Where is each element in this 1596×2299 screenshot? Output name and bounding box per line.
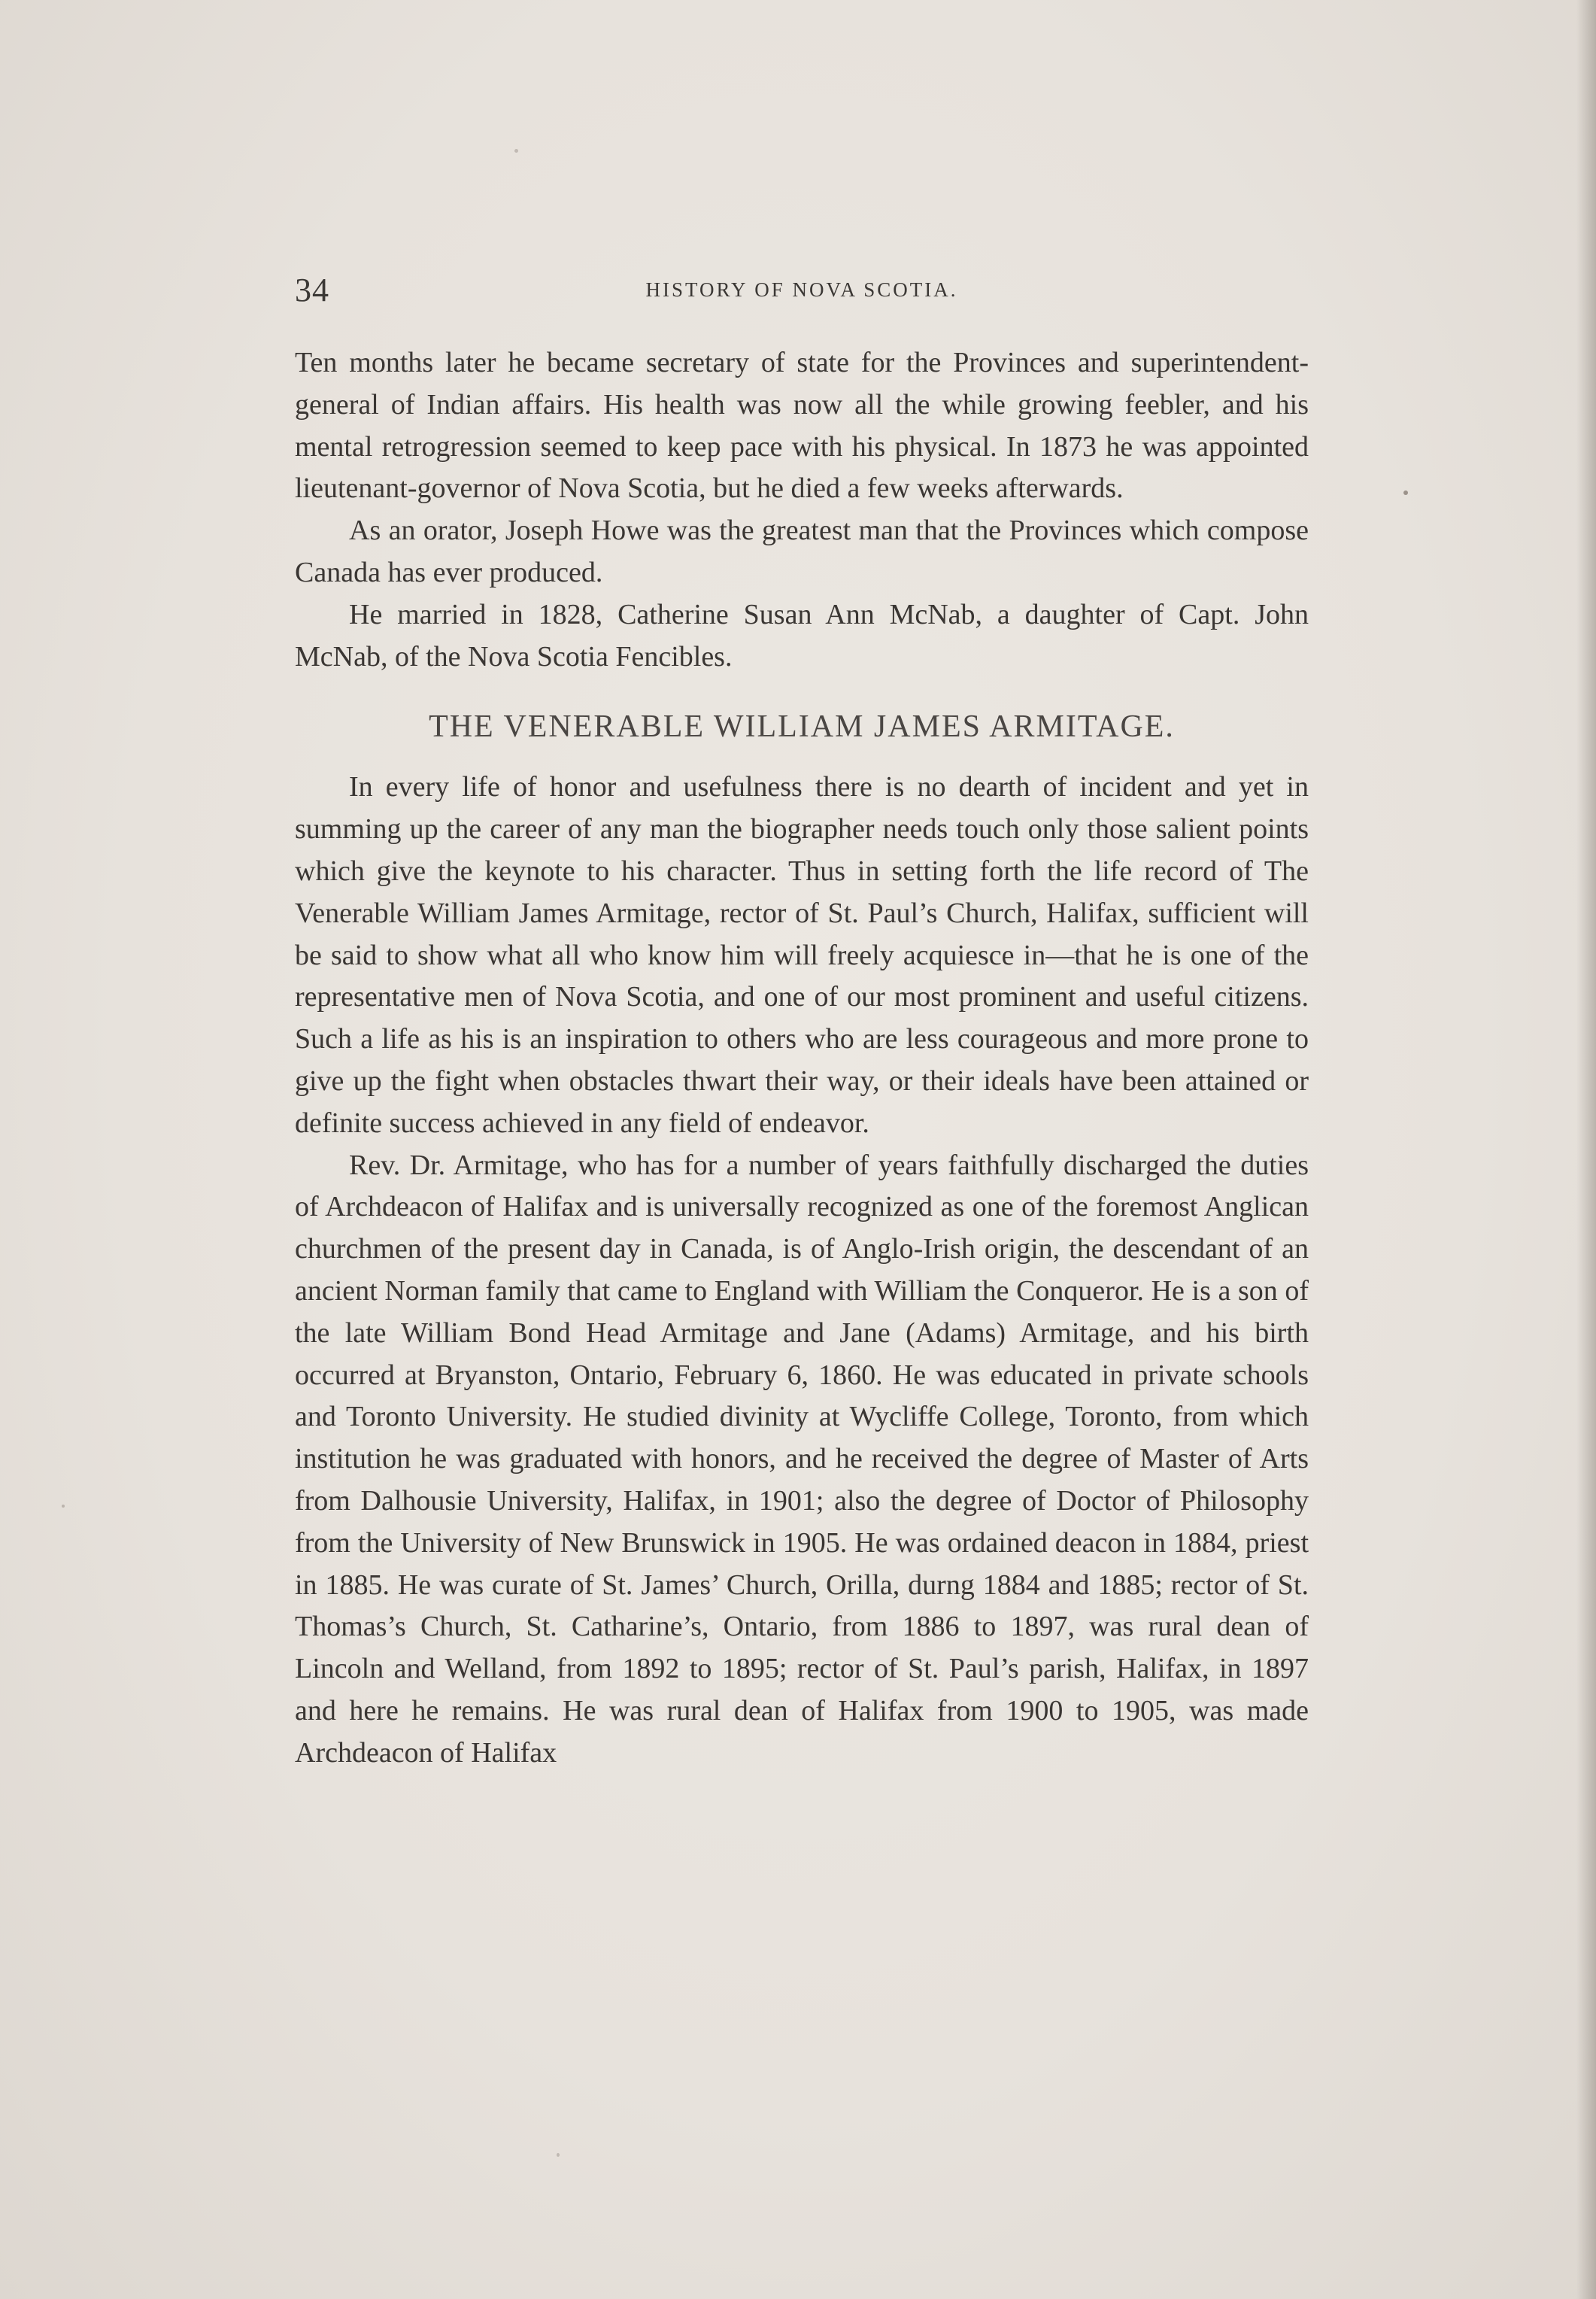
ink-speck (62, 1505, 65, 1508)
section-heading: THE VENERABLE WILLIAM JAMES ARMITAGE. (429, 709, 1175, 745)
body-text (295, 342, 1309, 1775)
paragraph: Ten months later he became secretary of state for the Provinces and superintendent-general of Indian affairs. His health was now all the while growing feebler, and his mental retrogression seemed to keep pace with his physical. In 1873 he was appointed lieutenant-governor of Nova Scotia, but he died a few weeks afterwards. (295, 347, 1309, 505)
running-header (295, 271, 1309, 316)
paragraph: Rev. Dr. Armitage, who has for a number of years faithfully discharged the duties of Archdeacon of Halifax and is universally recognized as one of the foremost Anglican churchmen of the present day in Canada, is of Anglo-Irish origin, the descendant of an ancient Norman family that came to England with William the Conqueror. He is a son of the late William Bond Head Armitage and Jane (Adams) Armitage, and his birth occurred at Bryanston, Ontario, February 6, 1860. He was educated in private schools and Toronto University. He studied divinity at Wycliffe College, Toronto, from which institution he was graduated with honors, and he received the degree of Master of Arts from Dalhousie University, Halifax, in 1901; also the degree of Doctor of Philosophy from the University of New Brunswick in 1905. He was ordained deacon in 1884, priest in 1885. He was curate of St. James’ Church, Orilla, durng 1884 and 1885; rector of St. Thomas’s Church, St. Catharine’s, Ontario, from 1886 to 1897, was rural dean of Lincoln and Welland, from 1892 to 1895; rector of St. Paul’s parish, Halifax, in 1897 and here he remains. He was rural dean of Halifax from 1900 to 1905, was made Archdeacon of Halifax (295, 1149, 1309, 1769)
ink-speck (1403, 490, 1408, 495)
ink-speck (557, 2153, 560, 2157)
running-title: HISTORY OF NOVA SCOTIA. (645, 278, 958, 301)
ink-speck (514, 149, 518, 153)
page-number: 34 (295, 272, 329, 308)
paragraph: As an orator, Joseph Howe was the greatest man that the Provinces which compose Canada has ever produced. (295, 515, 1309, 588)
paragraph: In every life of honor and usefulness there is no dearth of incident and yet in summing up the career of any man the biographer needs touch only those salient points which give the keynote to his character. Thus in setting forth the life record of The Venerable William James Armitage, rector of St. Paul’s Church, Halifax, sufficient will be said to show what all who know him will freely acquiesce in—that he is one of the representative men of Nova Scotia, and one of our most prominent and useful citizens. Such a life as his is an inspiration to others who are less courageous and more prone to give up the fight when obstacles thwart their way, or their ideals have been attained or definite success achieved in any field of endeavor. (295, 771, 1309, 1139)
page-edge-shadow (1576, 0, 1596, 2299)
paragraph: He married in 1828, Catherine Susan Ann McNab, a daughter of Capt. John McNab, of the Nova Scotia Fencibles. (295, 598, 1309, 673)
